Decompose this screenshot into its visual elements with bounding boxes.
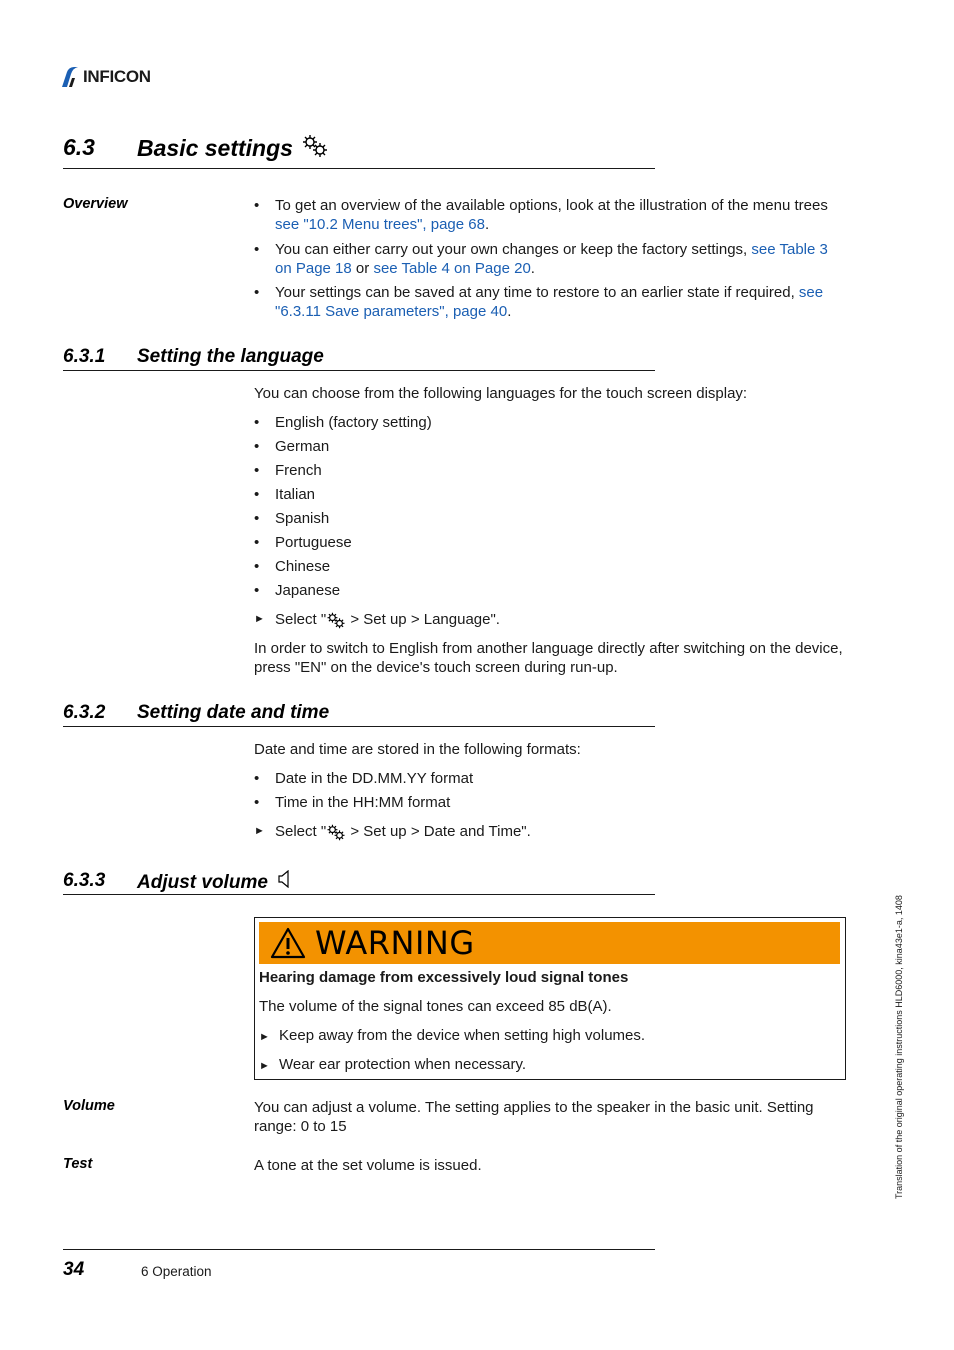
overview-label: Overview <box>63 196 128 212</box>
language-intro: You can choose from the following languages for the touch screen display: <box>254 385 748 402</box>
subsection-title: Setting the language <box>137 346 324 367</box>
subsection-heading-datetime <box>63 702 655 727</box>
bullet-icon: • <box>254 414 260 431</box>
page-number: 34 <box>63 1259 85 1280</box>
bullet-icon: • <box>254 284 260 301</box>
action-arrow-icon: ► <box>254 613 265 625</box>
volume-text: You can adjust a volume. The setting applies to the speaker in the basic unit. Setting range: 0 to 15 <box>254 1099 814 1135</box>
language-note: In order to switch to English from another language directly after switching on the device, press "EN" on the device's touch screen during run-up. <box>254 640 843 676</box>
warning-action: ► Keep away from the device when setting high volumes. <box>259 1026 839 1047</box>
section-title: Basic settings <box>137 134 329 162</box>
subsection-number: 6.3.2 <box>63 702 106 723</box>
list-item: • Chinese <box>254 558 331 575</box>
gears-icon <box>326 612 346 629</box>
bullet-icon: • <box>254 558 260 575</box>
action-arrow-icon: ► <box>254 825 265 837</box>
warning-banner <box>259 922 840 964</box>
section-number: 6.3 <box>63 134 95 160</box>
bullet-icon: • <box>254 462 260 479</box>
warning-triangle-icon <box>269 926 307 960</box>
subsection-title: Adjust volume <box>137 870 291 894</box>
inficon-logo <box>60 66 151 88</box>
subsection-number: 6.3.1 <box>63 346 106 367</box>
volume-label: Volume <box>63 1098 115 1114</box>
list-item: • French <box>254 462 322 479</box>
list-item: • German <box>254 438 330 455</box>
datetime-intro: Date and time are stored in the following formats: <box>254 741 581 758</box>
speaker-icon <box>277 870 291 888</box>
gears-icon <box>326 824 346 841</box>
list-item: • Portuguese <box>254 534 352 551</box>
list-item: • English (factory setting) <box>254 414 432 431</box>
action-arrow-icon: ► <box>259 1060 270 1072</box>
footer-divider <box>63 1249 655 1250</box>
warning-box <box>254 917 846 1080</box>
list-item: • You can either carry out your own changes or keep the factory settings, see Table 3 on Page 18 or see Table 4 on Page 20. <box>254 241 828 277</box>
document-reference: Translation of the original operating instructions HLD6000, kina43e1-a, 1408 <box>894 895 904 1199</box>
bullet-icon: • <box>254 197 260 214</box>
bullet-icon: • <box>254 534 260 551</box>
list-item: • To get an overview of the available options, look at the illustration of the menu trees see "10.2 Menu trees", page 68. <box>254 197 828 233</box>
inficon-logo-icon <box>60 66 80 88</box>
subsection-title: Setting date and time <box>137 702 330 723</box>
action-step: ► Select " > Set up > Date and Time". <box>254 823 531 840</box>
warning-action: ► Wear ear protection when necessary. <box>259 1055 839 1076</box>
list-item: • Italian <box>254 486 316 503</box>
warning-word: WARNING <box>315 924 475 962</box>
bullet-icon: • <box>254 770 260 787</box>
list-item: • Japanese <box>254 582 341 599</box>
subsection-heading-language <box>63 346 655 371</box>
bullet-icon: • <box>254 510 260 527</box>
list-item: • Time in the HH:MM format <box>254 794 451 811</box>
link-table-4[interactable]: see Table 4 on Page 20 <box>373 260 531 277</box>
action-arrow-icon: ► <box>259 1031 270 1043</box>
link-save-parameters[interactable]: see "6.3.11 Save parameters", page 40 <box>275 284 824 320</box>
list-item: • Your settings can be saved at any time to restore to an earlier state if required, see "6.3.11 Save parameters", page 40. <box>254 284 824 320</box>
link-menu-trees[interactable]: see "10.2 Menu trees", page 68 <box>275 216 485 233</box>
link-table-3[interactable]: see Table 3 on Page 18 <box>275 241 828 277</box>
subsection-number: 6.3.3 <box>63 870 106 891</box>
warning-text: The volume of the signal tones can exceed 85 dB(A). <box>259 998 612 1015</box>
subsection-heading-volume <box>63 870 655 895</box>
bullet-icon: • <box>254 486 260 503</box>
warning-heading: Hearing damage from excessively loud signal tones <box>259 969 629 986</box>
bullet-icon: • <box>254 438 260 455</box>
action-step: ► Select " > Set up > Language". <box>254 611 500 628</box>
footer-chapter: 6 Operation <box>141 1264 212 1279</box>
section-heading <box>63 132 655 169</box>
bullet-icon: • <box>254 794 260 811</box>
bullet-icon: • <box>254 241 260 258</box>
brand-name: INFICON <box>83 67 151 86</box>
bullet-icon: • <box>254 582 260 599</box>
test-text: A tone at the set volume is issued. <box>254 1157 482 1174</box>
gears-icon <box>301 134 329 158</box>
list-item: • Spanish <box>254 510 330 527</box>
list-item: • Date in the DD.MM.YY format <box>254 770 474 787</box>
test-label: Test <box>63 1156 93 1172</box>
